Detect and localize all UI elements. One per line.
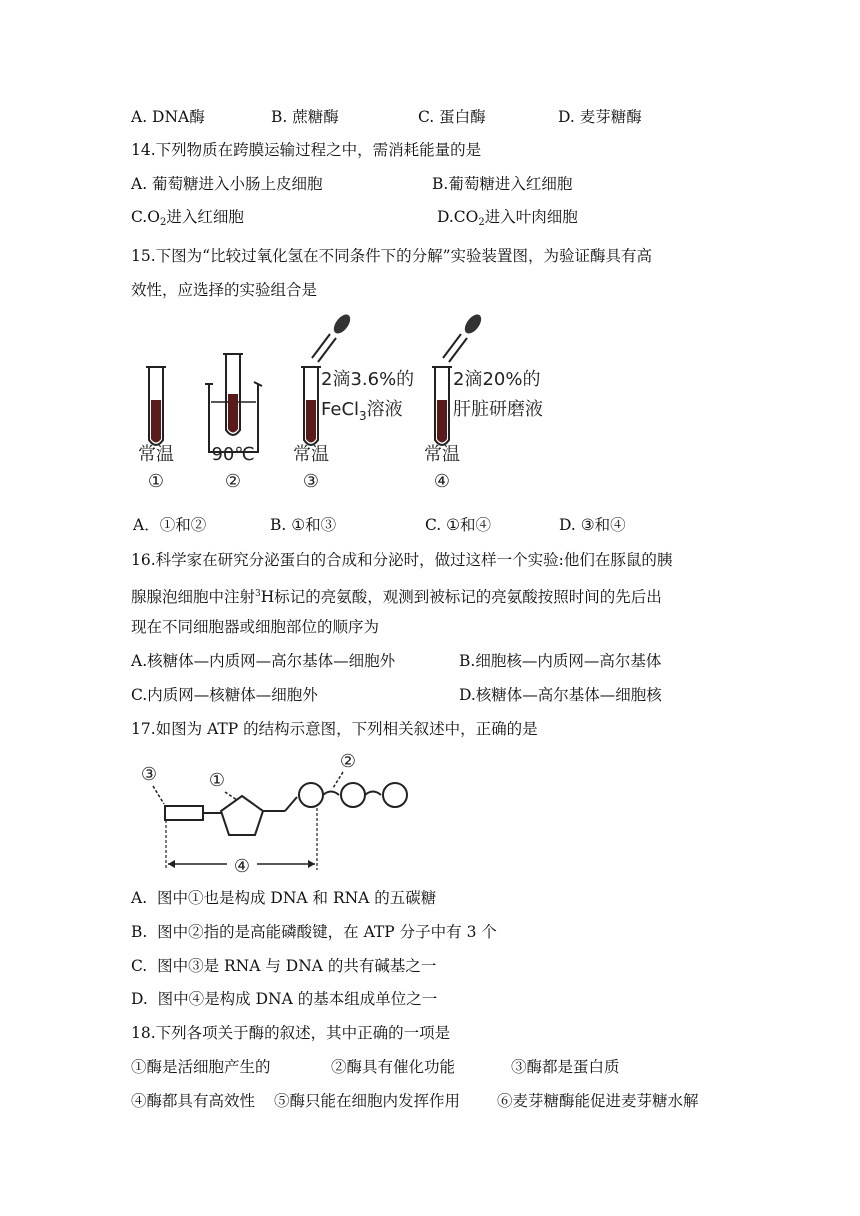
q13-option-b: B. 蔗糖酶 bbox=[271, 108, 339, 126]
q17-option-a: A. 图中①也是构成 DNA 和 RNA 的五碳糖 bbox=[131, 889, 437, 907]
beaker-with-test-tube-2 bbox=[205, 354, 262, 452]
q15-stem-line1: 15.下图为“比较过氧化氢在不同条件下的分解”实验装置图，为验证酶具有高 bbox=[131, 247, 653, 265]
q17-option-c: C. 图中③是 RNA 与 DNA 的共有碱基之一 bbox=[131, 957, 437, 975]
q18-item-5: ⑤酶只能在细胞内发挥作用 bbox=[274, 1092, 461, 1110]
phosphate-3 bbox=[383, 783, 407, 807]
atp-label-1: ① bbox=[208, 770, 226, 791]
q15-option-b: B. ①和③ bbox=[270, 516, 337, 534]
fecl3-label-line1: 2滴3.6%的 bbox=[321, 369, 415, 390]
q16-option-b: B.细胞核—内质网—高尔基体 bbox=[459, 652, 662, 670]
q16-stem-line1: 16.科学家在研究分泌蛋白的合成和分泌时，做过这样一个实验:他们在豚鼠的胰 bbox=[131, 551, 673, 569]
atp-label-3: ③ bbox=[140, 764, 158, 785]
q13-option-a: A. DNA酶 bbox=[131, 108, 205, 126]
tube-2-condition: 90℃ bbox=[211, 444, 255, 465]
q18-item-2: ②酶具有催化功能 bbox=[331, 1058, 456, 1076]
q16-option-d: D.核糖体—高尔基体—细胞核 bbox=[459, 686, 662, 704]
atp-structure-figure bbox=[135, 748, 415, 876]
q18-item-1: ①酶是活细胞产生的 bbox=[131, 1058, 271, 1076]
liver-label-line1: 2滴20%的 bbox=[453, 369, 541, 390]
q13-option-d: D. 麦芽糖酶 bbox=[558, 108, 642, 126]
q16-option-c: C.内质网—核糖体—细胞外 bbox=[131, 686, 318, 704]
tube-4-condition: 常温 bbox=[424, 444, 460, 465]
phosphate-2 bbox=[341, 783, 365, 807]
q13-option-c: C. 蛋白酶 bbox=[418, 108, 486, 126]
q16-stem-line3: 现在不同细胞器或细胞部位的顺序为 bbox=[131, 618, 380, 636]
q17-option-d: D. 图中④是构成 DNA 的基本组成单位之一 bbox=[131, 990, 438, 1008]
q18-item-6: ⑥麦芽糖酶能促进麦芽糖水解 bbox=[497, 1092, 699, 1110]
tube-2-number: ② bbox=[224, 471, 242, 492]
tube-1-condition: 常温 bbox=[138, 444, 174, 465]
liver-label-line2: 肝脏研磨液 bbox=[453, 399, 543, 420]
atp-label-2: ② bbox=[339, 751, 357, 772]
adenine-base bbox=[165, 806, 203, 820]
q16-stem-line2: 腺腺泡细胞中注射$^3$H标记的亮氨酸，观测到被标记的亮氨酸按照时间的先后出 bbox=[131, 588, 662, 606]
fecl3-label-line2: FeCl$_3$溶液 bbox=[321, 399, 403, 423]
q14-stem: 14.下列物质在跨膜运输过程之中，需消耗能量的是 bbox=[131, 141, 482, 159]
q15-option-a: A．①和② bbox=[133, 516, 207, 534]
q14-option-d: $D.CO_2$进入叶肉细胞 bbox=[437, 208, 578, 228]
atp-label-4: ④ bbox=[233, 856, 251, 876]
q15-option-d: D. ③和④ bbox=[559, 516, 626, 534]
q18-stem: 18.下列各项关于酶的叙述，其中正确的一项是 bbox=[131, 1024, 451, 1042]
q17-option-b: B. 图中②指的是高能磷酸键，在 ATP 分子中有 3 个 bbox=[131, 923, 497, 941]
phosphate-1 bbox=[299, 783, 323, 807]
test-tube-1 bbox=[146, 367, 166, 445]
q18-item-3: ③酶都是蛋白质 bbox=[511, 1058, 620, 1076]
q14-option-a: A. 葡萄糖进入小肠上皮细胞 bbox=[131, 175, 323, 193]
q18-item-4: ④酶都具有高效性 bbox=[131, 1092, 256, 1110]
tube-1-number: ① bbox=[147, 471, 165, 492]
q14-option-b: B.葡萄糖进入红细胞 bbox=[432, 175, 573, 193]
tube-4-number: ④ bbox=[433, 471, 451, 492]
ribose-pentagon bbox=[221, 796, 263, 835]
q15-option-c: C. ①和④ bbox=[425, 516, 492, 534]
tube-3-condition: 常温 bbox=[293, 444, 329, 465]
q15-experiment-figure bbox=[125, 312, 585, 497]
tube-3-number: ③ bbox=[302, 471, 320, 492]
q14-option-c: $C.O_2$进入红细胞 bbox=[131, 208, 244, 228]
q15-stem-line2: 效性，应选择的实验组合是 bbox=[131, 281, 318, 299]
q16-option-a: A.核糖体—内质网—高尔基体—细胞外 bbox=[131, 652, 396, 670]
q17-stem: 17.如图为 ATP 的结构示意图，下列相关叙述中，正确的是 bbox=[131, 720, 538, 738]
